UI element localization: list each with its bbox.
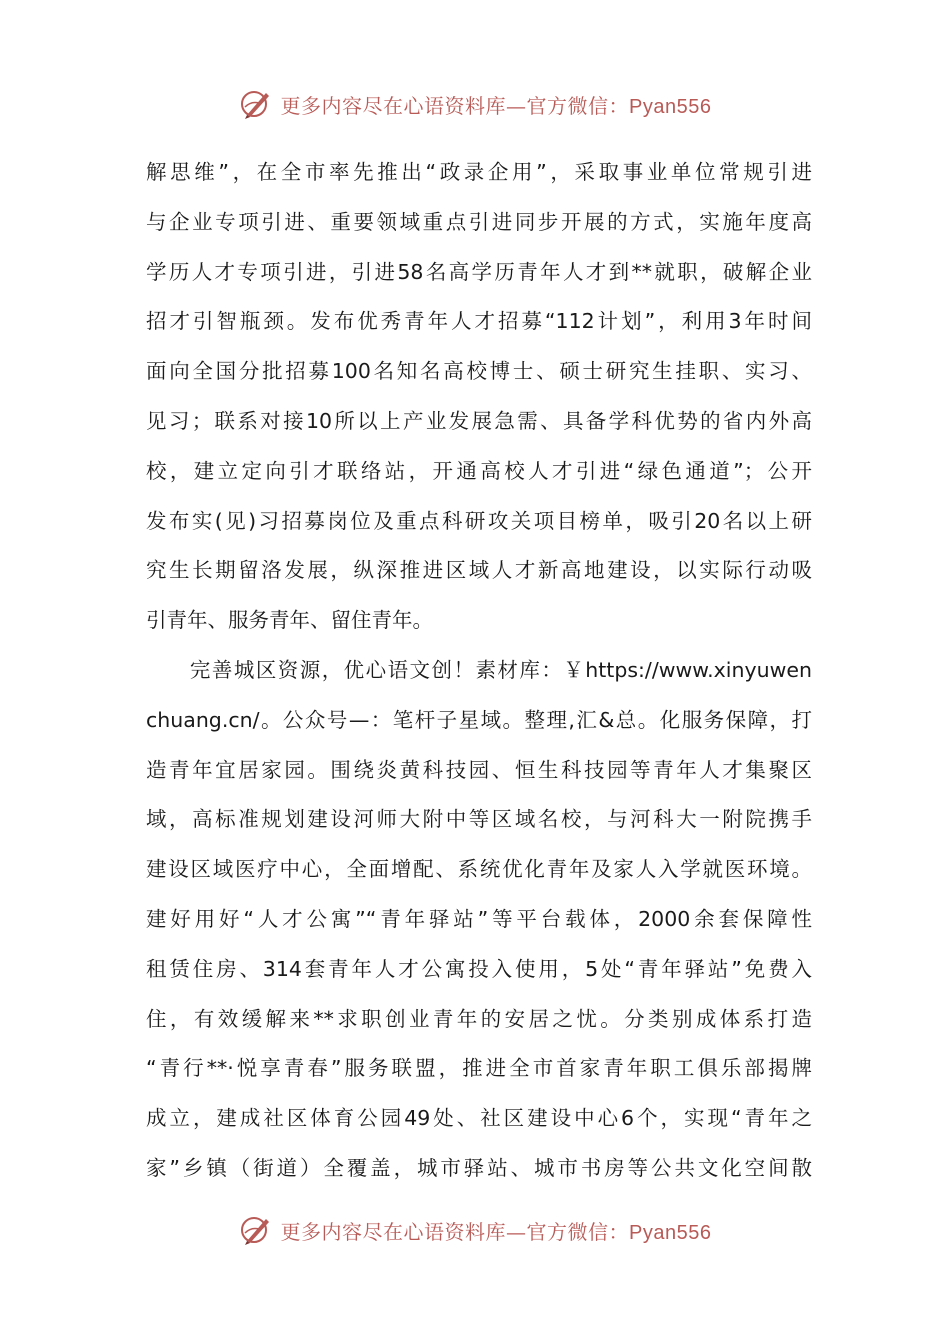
text-line: 建设区域医疗中心，全面增配、系统优化青年及家人入学就医环境。: [146, 857, 812, 882]
text-line: 招才引智瓶颈。发布优秀青年人才招募“112计划”，利用3年时间: [146, 309, 812, 334]
text-line: “青行**·悦享青春”服务联盟，推进全市首家青年职工俱乐部揭牌: [146, 1056, 812, 1081]
text-line: 家”乡镇（街道）全覆盖，城市驿站、城市书房等公共文化空间散: [146, 1155, 812, 1180]
text-line: 完善城区资源，优心语文创！素材库：￥https://www.xinyuwen: [146, 657, 812, 682]
text-line: 校，建立定向引才联络站，开通高校人才引进“绿色通道”；公开: [146, 458, 812, 483]
text-line: 引青年、服务青年、留住青年。: [146, 608, 433, 633]
text-line: 解思维”，在全市率先推出“政录企用”，采取事业单位常规引进: [146, 160, 812, 184]
pen-logo-icon: [239, 1213, 273, 1247]
pen-logo-icon: [239, 87, 273, 121]
text-line: 与企业专项引进、重要领域重点引进同步开展的方式，实施年度高: [146, 209, 812, 234]
header-banner-text: 更多内容尽在心语资料库—官方微信：Pyan556: [280, 93, 712, 118]
text-line: 发布实(见)习招募岗位及重点科研攻关项目榜单，吸引20名以上研: [146, 508, 812, 533]
document-body: [146, 148, 812, 1194]
text-line: 学历人才专项引进，引进58名高学历青年人才到**就职，破解企业: [146, 259, 812, 284]
text-line: 造青年宜居家园。围绕炎黄科技园、恒生科技园等青年人才集聚区: [146, 757, 812, 782]
text-line: 租赁住房、314套青年人才公寓投入使用，5处“青年驿站”免费入: [146, 956, 812, 981]
header-wechat-handle: Pyan556: [629, 95, 712, 118]
text-line: 成立，建成社区体育公园49处、社区建设中心6个，实现“青年之: [146, 1106, 812, 1131]
paragraph-2: [146, 646, 812, 1194]
paragraph-1: [146, 148, 812, 646]
text-line: 究生长期留洛发展，纵深推进区域人才新高地建设，以实际行动吸: [146, 558, 812, 583]
text-line: 建好用好“人才公寓”“青年驿站”等平台载体，2000余套保障性: [146, 906, 812, 931]
footer-wechat-handle: Pyan556: [629, 1221, 712, 1244]
text-line: 面向全国分批招募100名知名高校博士、硕士研究生挂职、实习、: [146, 359, 812, 384]
text-line: 见习；联系对接10所以上产业发展急需、具备学科优势的省内外高: [146, 408, 812, 433]
footer-banner: [0, 1210, 950, 1250]
text-line: 域，高标准规划建设河师大附中等区域名校，与河科大一附院携手: [146, 807, 812, 832]
header-banner: [0, 84, 950, 124]
footer-banner-text: 更多内容尽在心语资料库—官方微信：Pyan556: [280, 1219, 712, 1244]
text-line: 住，有效缓解来**求职创业青年的安居之忧。分类别成体系打造: [146, 1006, 812, 1031]
text-line: chuang.cn/。公众号—：笔杆子星域。整理,汇&总。化服务保障，打: [146, 707, 812, 732]
